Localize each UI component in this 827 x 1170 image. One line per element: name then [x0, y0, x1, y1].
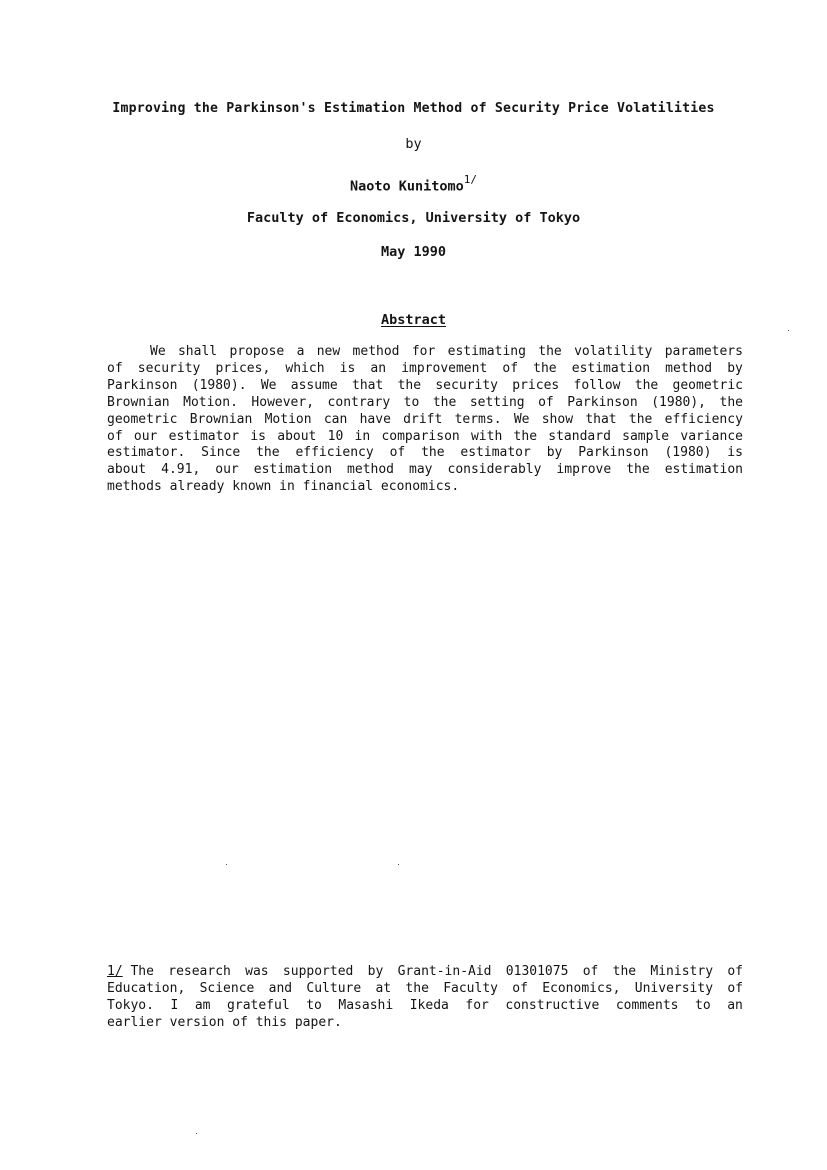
- abstract-heading: Abstract: [380, 312, 447, 328]
- abstract-line: geometric Brownian Motion can have drift terms. We show that the efficiency: [107, 411, 743, 427]
- abstract-line: We shall propose a new method for estimating the volatility parameters: [150, 344, 743, 359]
- abstract-line: of security prices, which is an improvement of the estimation method by: [107, 360, 743, 376]
- scan-speck: [196, 1133, 197, 1134]
- abstract-line: of our estimator is about 10 in comparison with the standard sample variance: [107, 428, 743, 444]
- paper-date: May 1990: [380, 244, 447, 260]
- footnote-line-text: The research was supported by Grant-in-Aid 01301075 of the Ministry of: [130, 964, 743, 979]
- abstract-line: about 4.91, our estimation method may considerably improve the estimation: [107, 462, 743, 478]
- author-footnote-mark: 1/: [463, 173, 478, 186]
- byline-by: by: [405, 136, 422, 152]
- footnote-line: Tokyo. I am grateful to Masashi Ikeda for constructive comments to an: [107, 997, 743, 1013]
- footnote-mark: 1/: [107, 964, 123, 979]
- footnote-line: earlier version of this paper.: [107, 1014, 342, 1030]
- author-name: Naoto Kunitomo: [349, 178, 464, 195]
- abstract-line: Parkinson (1980). We assume that the security prices follow the geometric: [107, 377, 743, 393]
- paper-title: Improving the Parkinson's Estimation Method of Security Price Volatilities: [112, 101, 715, 116]
- author-affiliation: Faculty of Economics, University of Tokyo: [246, 210, 581, 226]
- footnote: [107, 964, 743, 1032]
- abstract-line: Brownian Motion. However, contrary to the setting of Parkinson (1980), the: [107, 394, 743, 410]
- abstract-body: [107, 344, 743, 496]
- scan-speck: [226, 864, 227, 865]
- footnote-line: [107, 964, 743, 981]
- author-line: [0, 175, 827, 195]
- abstract-line: estimator. Since the efficiency of the estimator by Parkinson (1980) is: [107, 445, 743, 461]
- footnote-line: Education, Science and Culture at the Faculty of Economics, University of: [107, 980, 743, 996]
- scan-speck: [788, 330, 789, 331]
- scan-speck: [398, 864, 399, 865]
- abstract-line: methods already known in financial economics.: [107, 479, 460, 495]
